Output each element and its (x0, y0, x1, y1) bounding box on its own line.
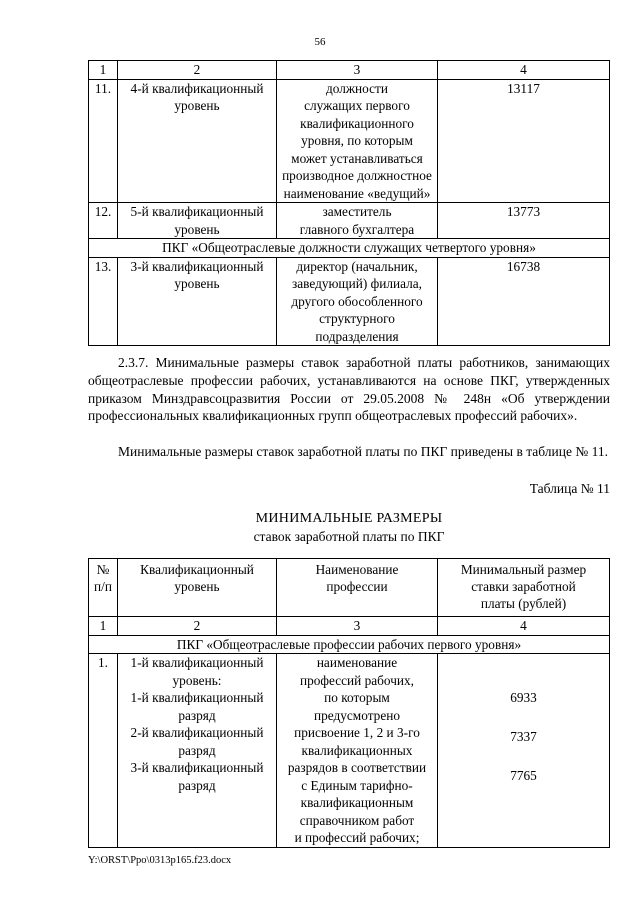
file-path-footer: Y:\ORST\Ppo\0313p165.f23.docx (88, 855, 232, 866)
position-line: должности (326, 80, 388, 96)
paragraph-2-3-7: 2.3.7. Минимальные размеры ставок заработной платы работников, занимающих общеотраслевые профессии рабочих, устанавливаются на основе ПКГ, утвержденных приказом Минздравсоцразвития России от 29.05.2008 № 248н «Об утверждении профессиональных квалификационных групп общеотраслевых профессий рабочих». (88, 355, 610, 424)
col-num-2: 2 (118, 617, 277, 636)
col-num-4: 4 (438, 617, 610, 636)
header-level (118, 559, 277, 617)
position-line: другого обособленного (291, 293, 423, 309)
profession-line: наименование (316, 655, 398, 670)
profession-line: по которым (324, 690, 390, 705)
salary-amount: 7765 (510, 768, 537, 783)
grade-name: 1-й квалификационный разряд (130, 690, 264, 723)
position-name (277, 257, 438, 346)
table-header-numbers (89, 617, 610, 636)
qualification-level: 4-й квалификационный уровень (118, 79, 277, 203)
profession-line: предусмотрено (314, 707, 400, 723)
amount-spacer (441, 672, 606, 690)
position-line: заместитель (322, 204, 392, 219)
salary-amount: 6933 (510, 690, 537, 705)
position-line: структурного (319, 311, 395, 326)
header-line: № (96, 562, 110, 577)
header-num (89, 559, 118, 617)
position-name (277, 79, 438, 203)
col-num-3: 3 (277, 61, 438, 80)
header-line: уровень (174, 579, 220, 594)
col-num-2: 2 (118, 61, 277, 80)
table-title: МИНИМАЛЬНЫЕ РАЗМЕРЫ (255, 511, 443, 526)
amount-spacer (441, 746, 606, 764)
profession-line: квалификационных (301, 742, 413, 758)
group-row (89, 635, 610, 654)
header-profession (277, 559, 438, 617)
header-line: профессии (326, 579, 388, 594)
profession-line: профессий рабочих, (299, 672, 415, 688)
salary-table-11 (88, 558, 610, 848)
salary-amount: 7337 (510, 729, 537, 744)
position-line: наименование «ведущий» (283, 185, 431, 201)
col-num-1: 1 (89, 617, 118, 636)
header-line: п/п (94, 579, 112, 594)
level-title: 1-й квалификационный уровень: (130, 655, 264, 688)
position-line: может устанавливаться (291, 150, 423, 166)
table-header (89, 559, 610, 617)
position-name (277, 203, 438, 239)
group-title: ПКГ «Общеотраслевые должности служащих четвертого уровня» (89, 239, 610, 258)
position-line: квалификационного (300, 115, 414, 131)
header-amount (438, 559, 610, 617)
col-num-1: 1 (89, 61, 118, 80)
salary-amount: 16738 (438, 257, 610, 346)
amount-spacer (441, 654, 606, 672)
row-number: 1. (89, 654, 118, 848)
position-line: служащих первого (304, 98, 410, 113)
qualification-level: 3-й квалификационный уровень (118, 257, 277, 346)
position-line: подразделения (315, 328, 399, 344)
profession-line: квалификационным (300, 795, 414, 810)
amount-spacer (441, 707, 606, 725)
profession-line: и профессий рабочих; (294, 830, 420, 845)
row-number: 11. (89, 79, 118, 203)
table-row (89, 203, 610, 239)
profession-line: присвоение 1, 2 и 3-го (294, 725, 420, 740)
table-subtitle: ставок заработной платы по ПКГ (253, 529, 445, 544)
table-header-numbers (89, 61, 610, 80)
paragraph-table-reference: Минимальные размеры ставок заработной платы по ПКГ приведены в таблице № 11. (118, 444, 608, 459)
salary-amount: 13773 (438, 203, 610, 239)
table-row (89, 654, 610, 848)
row-number: 13. (89, 257, 118, 346)
qualification-level: 5-й квалификационный уровень (118, 203, 277, 239)
header-line: Минимальный размер (460, 562, 587, 577)
col-num-3: 3 (277, 617, 438, 636)
group-title: ПКГ «Общеотраслевые профессии рабочих первого уровня» (89, 635, 610, 654)
profession-line: разрядов в соответствии (287, 760, 427, 775)
header-line: платы (рублей) (480, 596, 567, 611)
profession-name (277, 654, 438, 848)
col-num-4: 4 (438, 61, 610, 80)
grade-name: 3-й квалификационный разряд (130, 760, 264, 793)
salary-amounts (438, 654, 610, 848)
profession-line: справочником работ (299, 812, 415, 828)
table-label: Таблица № 11 (529, 481, 610, 496)
position-line: заведующий) филиала, (291, 276, 422, 291)
profession-line: с Единым тарифно- (301, 777, 413, 793)
table-row (89, 79, 610, 203)
header-line: Квалификационный (140, 562, 254, 577)
position-line: директор (начальник, (296, 258, 418, 274)
salary-table-continued (88, 60, 610, 346)
group-row (89, 239, 610, 258)
grade-name: 2-й квалификационный разряд (130, 725, 264, 758)
position-line: главного бухгалтера (299, 221, 415, 237)
row-number: 12. (89, 203, 118, 239)
salary-amount: 13117 (438, 79, 610, 203)
position-line: уровня, по которым (301, 133, 413, 148)
position-line: производное должностное (282, 168, 432, 183)
header-line: Наименование (315, 562, 399, 577)
header-line: ставки заработной (471, 579, 576, 594)
page-number: 56 (314, 36, 326, 48)
qualification-level (118, 654, 277, 848)
table-row (89, 257, 610, 346)
